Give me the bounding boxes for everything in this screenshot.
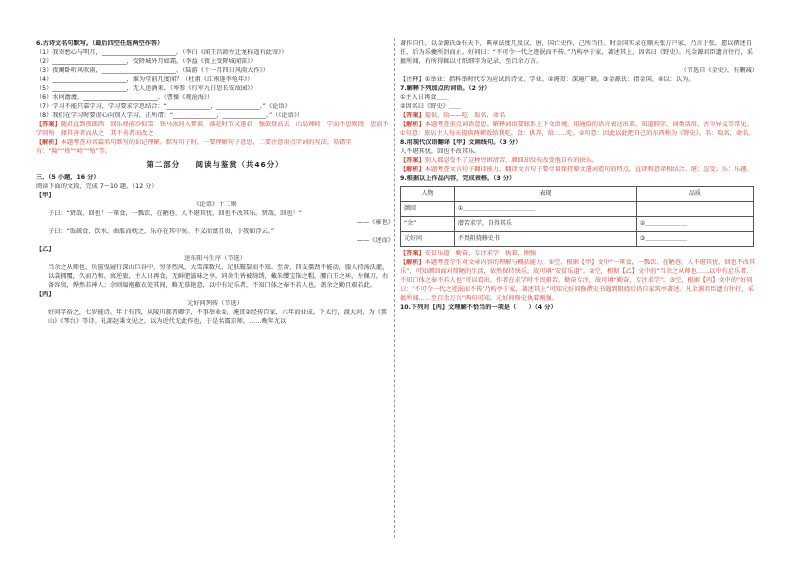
- q9-header-behavior: 表现: [454, 186, 636, 201]
- q7-answer: [400, 112, 758, 121]
- q7-analysis: [400, 121, 758, 139]
- passage-bing-continued: 著作自任，以金源氏③有天下，典章法度几及汉、唐，国亡史作，己所当任。时金国实录在顺天张万户家，乃言于张，愿以撰述自任，后为乐夔所沮而止。好问曰：“不可令一代之迹泯而不传。”乃构亭于家，著述其上，因名曰《野史》。凡金源君臣遗言往行，采摭所闻，有所得辄以寸纸细字为记录，至百余万言。: [400, 40, 753, 65]
- answer-text: 别人都忍受不了这种穷困清苦，颜回却没有改变他自有的快乐。: [424, 156, 598, 164]
- q9-header-quality: 品质: [636, 186, 753, 201]
- passage-yi-text: 当余之从师也，负箧曳屣行深山巨谷中，穷冬烈风，大雪深数尺，足肤皲裂而不知。至舍，四支僵劲不能动，媵人持汤沃灌，以衾拥覆，久而乃和。寓逆旅，主人日再食，无鲜肥滋味之享。同舍生皆被绮绣，戴朱缨宝饰之帽，腰白玉之环，左佩刀，右备容臭，烨然若神人；余则缊袍敝衣处其间，略无慕艳意，以中有足乐者，不知口体之奉不若人也。盖余之勤且艰若此。: [48, 263, 389, 289]
- q7-item-2: ②因名曰《野史》＿＿: [400, 102, 462, 110]
- q6-line: （4）________________________，谁为堂前几度闻？（杜甫《江南逢李龟年》）: [36, 76, 254, 83]
- q6-analysis: [36, 139, 394, 157]
- q6-line: （5）________________________，无人送酒来。（岑参《行军九日思长安故园》）: [36, 85, 257, 92]
- table-cell-input[interactable]: ②＿＿＿＿＿＿＿: [636, 216, 753, 231]
- table-row: [401, 216, 754, 231]
- answer-tag: 【答案】: [36, 121, 61, 128]
- table-cell: 不畏阻挠修史书: [454, 231, 636, 246]
- passage-jia-source-2: ——《述而》: [356, 236, 394, 244]
- answer-text: 本题考查文言句子翻译能力。翻译文言句子要尽量保持原文遣词造句的特点，直译和意译相结合。堪：忍受；乐：乐趣。: [424, 165, 753, 173]
- passage-jia-paragraph-2: 子曰：“饭疏食，饮水，曲肱而枕之，乐亦在其中矣。不义而富且贵，于我如浮云。”: [48, 227, 275, 235]
- table-row: [401, 231, 754, 246]
- answer-text: 提供，给——吃 取名，命名: [424, 111, 506, 119]
- q8-sentence: 人不堪其忧，回也不改其乐。: [400, 147, 481, 155]
- answer-tag: 【解析】: [400, 165, 425, 173]
- column-divider: [394, 38, 395, 538]
- table-cell: [636, 201, 753, 216]
- passage-bing-text: 好问字裕之，七岁能诗。年十有四，从陵川郝晋卿学，不事举业①，淹贯②经传百家，六年而业成。下太行，渡大河，为《箕山》《琴台》等诗。礼部赵秉文见之，以为近代无此作也，于是名震京师。……晚年尤以: [48, 308, 388, 325]
- passage-bing-title: 元好问列传（节选）: [187, 299, 243, 307]
- table-cell-input[interactable]: ③＿＿＿＿＿＿＿: [636, 231, 753, 246]
- answer-text: 安贫乐道 勤奋，专注求学 执着、刚强: [424, 249, 537, 257]
- passage-bing-label: 【丙】: [36, 290, 55, 298]
- q9-answer: [400, 250, 758, 259]
- passage-bing-source: （节选自《金史》，有删减）: [680, 66, 758, 74]
- answer-text: 本题考查重点词语意思。解释词语要联系上下文语境，用通俗的语言表达出来，知道假字、词类活用、古今异义等常见。①句意：旅店主人每天提供两顿饭给我吃。食：供养，给……吃。②句意：因此以此把自己的东西称为《野史》。名：取名，命名。: [400, 120, 755, 137]
- answer-tag: 【解析】: [400, 258, 425, 266]
- passage-jia-source-1: ——《雍也》: [356, 218, 394, 226]
- passage-jia-label: 【甲】: [36, 191, 55, 199]
- answer-tag: 【解析】: [400, 120, 425, 128]
- answer-text: 随君直到夜郎西 回乐烽前沙似雪 铁马冰河入梦来 落花时节又逢君 强欲登高去 山岛竦峙 学而不思则罔 思而不学则殆 择其善者而从之 其不善者而改之: [36, 121, 389, 137]
- q9-table-header-row: [401, 186, 754, 201]
- passage-jia-paragraph-1: 子曰：“贤哉，回也！一箪食，一瓢饮，在陋巷，人不堪其忧，回也不改其乐。贤哉，回也！”: [48, 209, 302, 217]
- q9-analysis: [400, 259, 758, 304]
- answer-tag: 【答案】: [400, 249, 425, 257]
- q9-title: 9.根据以上作品内容，完成表格。（3 分）: [400, 174, 516, 182]
- table-cell-input[interactable]: ①＿＿＿＿＿＿＿＿＿＿＿＿: [454, 201, 636, 216]
- answer-tag: 【解析】: [36, 138, 61, 146]
- part-two-header: [36, 160, 394, 171]
- passage-yi-label: 【乙】: [36, 245, 55, 253]
- q6-line: （2）________________________，受降城外月如霜。（李益《夜上受降城闻笛》）: [36, 58, 257, 65]
- q6-lines: [36, 49, 394, 121]
- passage-jia-title: 《论语》十二则: [193, 200, 237, 208]
- passage-notes: 【注释】①举业：指科举时代专为应试的诗文、学业。②淹贯：深通广晓。③金源氏：指金国。④以：认为。: [400, 75, 695, 83]
- q9-table: [400, 186, 754, 247]
- q6-line: （7）学习不能只靠学习，学习要求学思结合：“______________，______________。”《论语》: [36, 103, 291, 110]
- q8-title: 8.用现代汉语翻译【甲】文画线句。（3 分）: [400, 138, 522, 146]
- q6-answer: [36, 121, 394, 139]
- q6-line: （8）我们在学习时要虚心向别人学习，正所谓：“______________，______________。”（《论语》）: [36, 112, 304, 119]
- part-two-label: 第二部分: [146, 159, 181, 169]
- table-cell: “余”: [401, 216, 455, 231]
- table-row: [401, 201, 754, 216]
- q6-line: （1）我寄愁心与明月，________________________。（李白《闻王昌龄左迁龙标遥有此寄》）: [36, 49, 288, 56]
- table-cell: 颜回: [401, 201, 455, 216]
- q6-title: 6.古诗文名句默写。（最后四空任选两空作答）: [36, 40, 164, 47]
- table-cell: 元好问: [401, 231, 455, 246]
- left-column: [36, 40, 394, 327]
- q10-title: 10.下列对【丙】文理解不恰当的一项是（ ）（4 分）: [400, 303, 557, 311]
- right-column: [400, 40, 758, 313]
- section-three-heading: 三、（5 小题，16 分）: [36, 173, 100, 181]
- q6-line: （6）水何澹澹，________________________。（曹操《观沧海》）: [36, 94, 214, 101]
- answer-tag: 【答案】: [400, 111, 425, 119]
- table-cell: 潜苦求学，自得其乐: [454, 216, 636, 231]
- answer-text: 本题考查对名篇名句默写的识记理解。默写句子时，一要理解句子意思，二要注意重点字词的写法。易错字有：“陵”“烽”“峙”“殆”等。: [36, 138, 352, 155]
- q9-header-person: 人物: [401, 186, 455, 201]
- q6-line: （3）夜阑卧听风吹雨，________________________。（陆游《十一月四日风雨大作》）: [36, 67, 269, 74]
- q7-title: 7.解释下列加点的词语。（2 分）: [400, 84, 491, 92]
- q7-item-1: ①主人日再食＿＿: [400, 93, 449, 101]
- answer-text: 本题考查学生对文章内容的理解与概括能力。①空，根据【甲】文中“一箪食，一瓢饮，在陋巷，人不堪其忧，回也不改其乐”，可知颜回面对简陋的生活，依然保持快乐，故可填“安贫乐道”。②空，根据【乙】文中的“当余之从师也……以中有足乐者，不知口体之奉不若人也”可以看出，作者在求学时不畏艰苦、勤奋专注，故可填“勤奋，专注求学”。③空，根据【丙】文中的“好问曰：‘不可令一代之迹泯而不传’乃构亭于家，著述其上”可知元好问修撰史书遇到阻挠后仍自家筑亭著述。凡金源君臣遗言往行，采摭所闻……至百余万言”两句可知，元好问修史执着刚强。: [400, 258, 756, 302]
- part-two-title: 阅读与鉴赏（共46分）: [195, 159, 284, 169]
- q8-answer: [400, 157, 758, 166]
- q8-analysis: [400, 166, 758, 175]
- passage-yi-title: 送东阳马生序（节选）: [184, 254, 246, 262]
- section-three-instruction: 阅读下面的文段，完成 7～10 题。（12 分）: [36, 182, 158, 190]
- answer-tag: 【答案】: [400, 156, 425, 164]
